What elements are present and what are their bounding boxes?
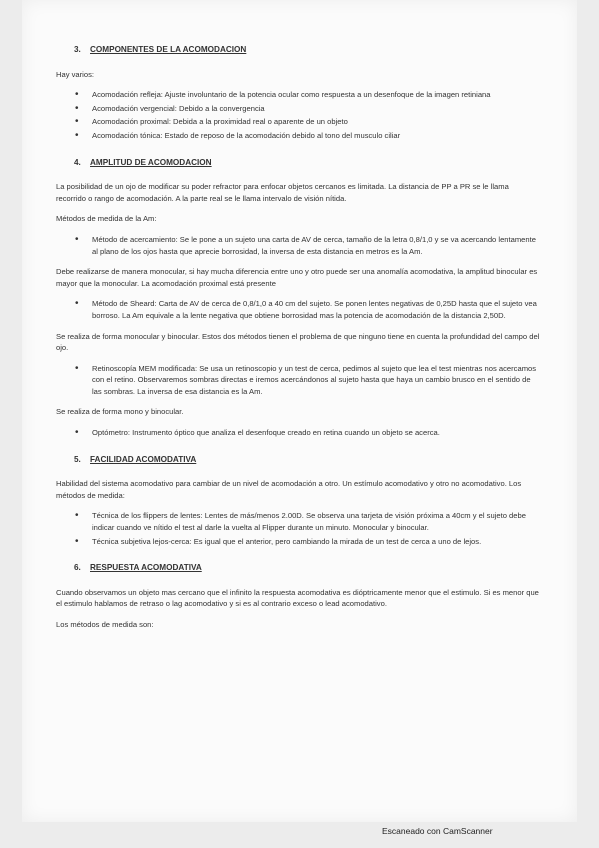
section-5-heading	[56, 454, 540, 466]
paragraph: Métodos de medida de la Am:	[56, 214, 157, 224]
bullet-list	[56, 298, 540, 321]
list-item: • Técnica de los flippers de lentes: Lentes de más/menos 2.00D. Se observa una tarjeta de visión próxima a 40cm y el sujeto debe indicar cuando ve nítido el test al darle la vuelta al Flipper durante un minuto. Monocular y binocular.	[92, 510, 540, 533]
bullet-list	[56, 234, 540, 257]
section-title: AMPLITUD DE ACOMODACION	[90, 157, 212, 167]
list-item: • Retinoscopía MEM modificada: Se usa un retinoscopio y un test de cerca, pedimos al sujeto que lea el test mientras nos acercamos con el retino. Observaremos sombras directas e iremos acercándonos al sujeto hasta que haya un cambio brusco en el sentido de las sombras. La inversa de esa distancia es la Am.	[92, 363, 540, 398]
bullet-list	[56, 363, 540, 398]
scanner-watermark: Escaneado con CamScanner	[382, 826, 493, 836]
list-item: • Acomodación tónica: Estado de reposo de la acomodación debido al tono del musculo ciliar	[92, 130, 540, 142]
paragraph: La posibilidad de un ojo de modificar su poder refractor para enfocar objetos cercanos es limitada. La distancia de PP a PR se le llama recorrido o rango de acomodación. A la parte real se le llama intervalo de visión nítida.	[56, 182, 509, 203]
paragraph: Debe realizarse de manera monocular, si hay mucha diferencia entre uno y otro puede ser una anomalía acomodativa, la amplitud binocular es mayor que la monocular. La acomodación proximal está presente	[56, 267, 538, 288]
section-title: RESPUESTA ACOMODATIVA	[90, 563, 202, 573]
section-number: 6.	[74, 563, 81, 573]
section-number: 5.	[74, 454, 81, 464]
section-number: 3.	[74, 45, 81, 54]
section-4-heading	[56, 157, 540, 169]
list-item: • Optómetro: Instrumento óptico que analiza el desenfoque creado en retina cuando un objeto se acerca.	[92, 427, 540, 439]
bullet-list	[56, 510, 540, 547]
paragraph: Cuando observamos un objeto mas cercano que el infinito la respuesta acomodativa es dióptricamente menor que el estimulo. Si es menor que el estimulo hablamos de retraso o lag acomodativo y si es al contrario exceso o lead acomodativo.	[56, 587, 539, 609]
section-title: FACILIDAD ACOMODATIVA	[90, 454, 197, 464]
list-item: • Acomodación proximal: Debida a la proximidad real o aparente de un objeto	[92, 116, 540, 128]
paragraph: Se realiza de forma monocular y binocular. Estos dos métodos tienen el problema de que ninguno tiene en cuenta la profundidad del campo del ojo.	[56, 331, 540, 353]
list-item: • Método de Sheard: Carta de AV de cerca de 0,8/1,0 a 40 cm del sujeto. Se ponen lentes negativas de 0,25D hasta que el sujeto vea borroso. La Am equivale a la lente negativa que obtiene borrosidad mas la potencia de acomodación de la distancia 2,50D.	[92, 298, 540, 321]
section-6-heading	[56, 562, 540, 574]
paragraph: Habilidad del sistema acomodativo para cambiar de un nivel de acomodación a otro. Un estímulo acomodativo y otro no acomodativo. Los métodos de medida:	[56, 479, 522, 500]
paragraph: Hay varios:	[56, 69, 94, 79]
list-item: • Método de acercamiento: Se le pone a un sujeto una carta de AV de cerca, tamaño de la letra 0,8/1,0 y se va acercando lentamente al plano de los ojos hasta que aprecie borrosidad, la inversa de esta distancia en metros es la Am.	[92, 234, 540, 257]
bullet-list	[56, 427, 540, 439]
list-item: • Acomodación refleja: Ajuste involuntario de la potencia ocular como respuesta a un desenfoque de la imagen retiniana	[92, 89, 540, 101]
paragraph: Los métodos de medida son:	[56, 620, 154, 629]
bullet-list	[56, 89, 540, 141]
list-item: • Acomodación vergencial: Debido a la convergencia	[92, 103, 540, 115]
document-content	[56, 44, 540, 640]
section-3-heading	[56, 44, 540, 56]
section-title: COMPONENTES DE LA ACOMODACION	[90, 45, 247, 54]
paragraph: Se realiza de forma mono y binocular.	[56, 407, 184, 417]
section-number: 4.	[74, 157, 81, 167]
list-item: • Técnica subjetiva lejos-cerca: Es igual que el anterior, pero cambiando la mirada de un test de cerca a uno de lejos.	[92, 536, 540, 548]
